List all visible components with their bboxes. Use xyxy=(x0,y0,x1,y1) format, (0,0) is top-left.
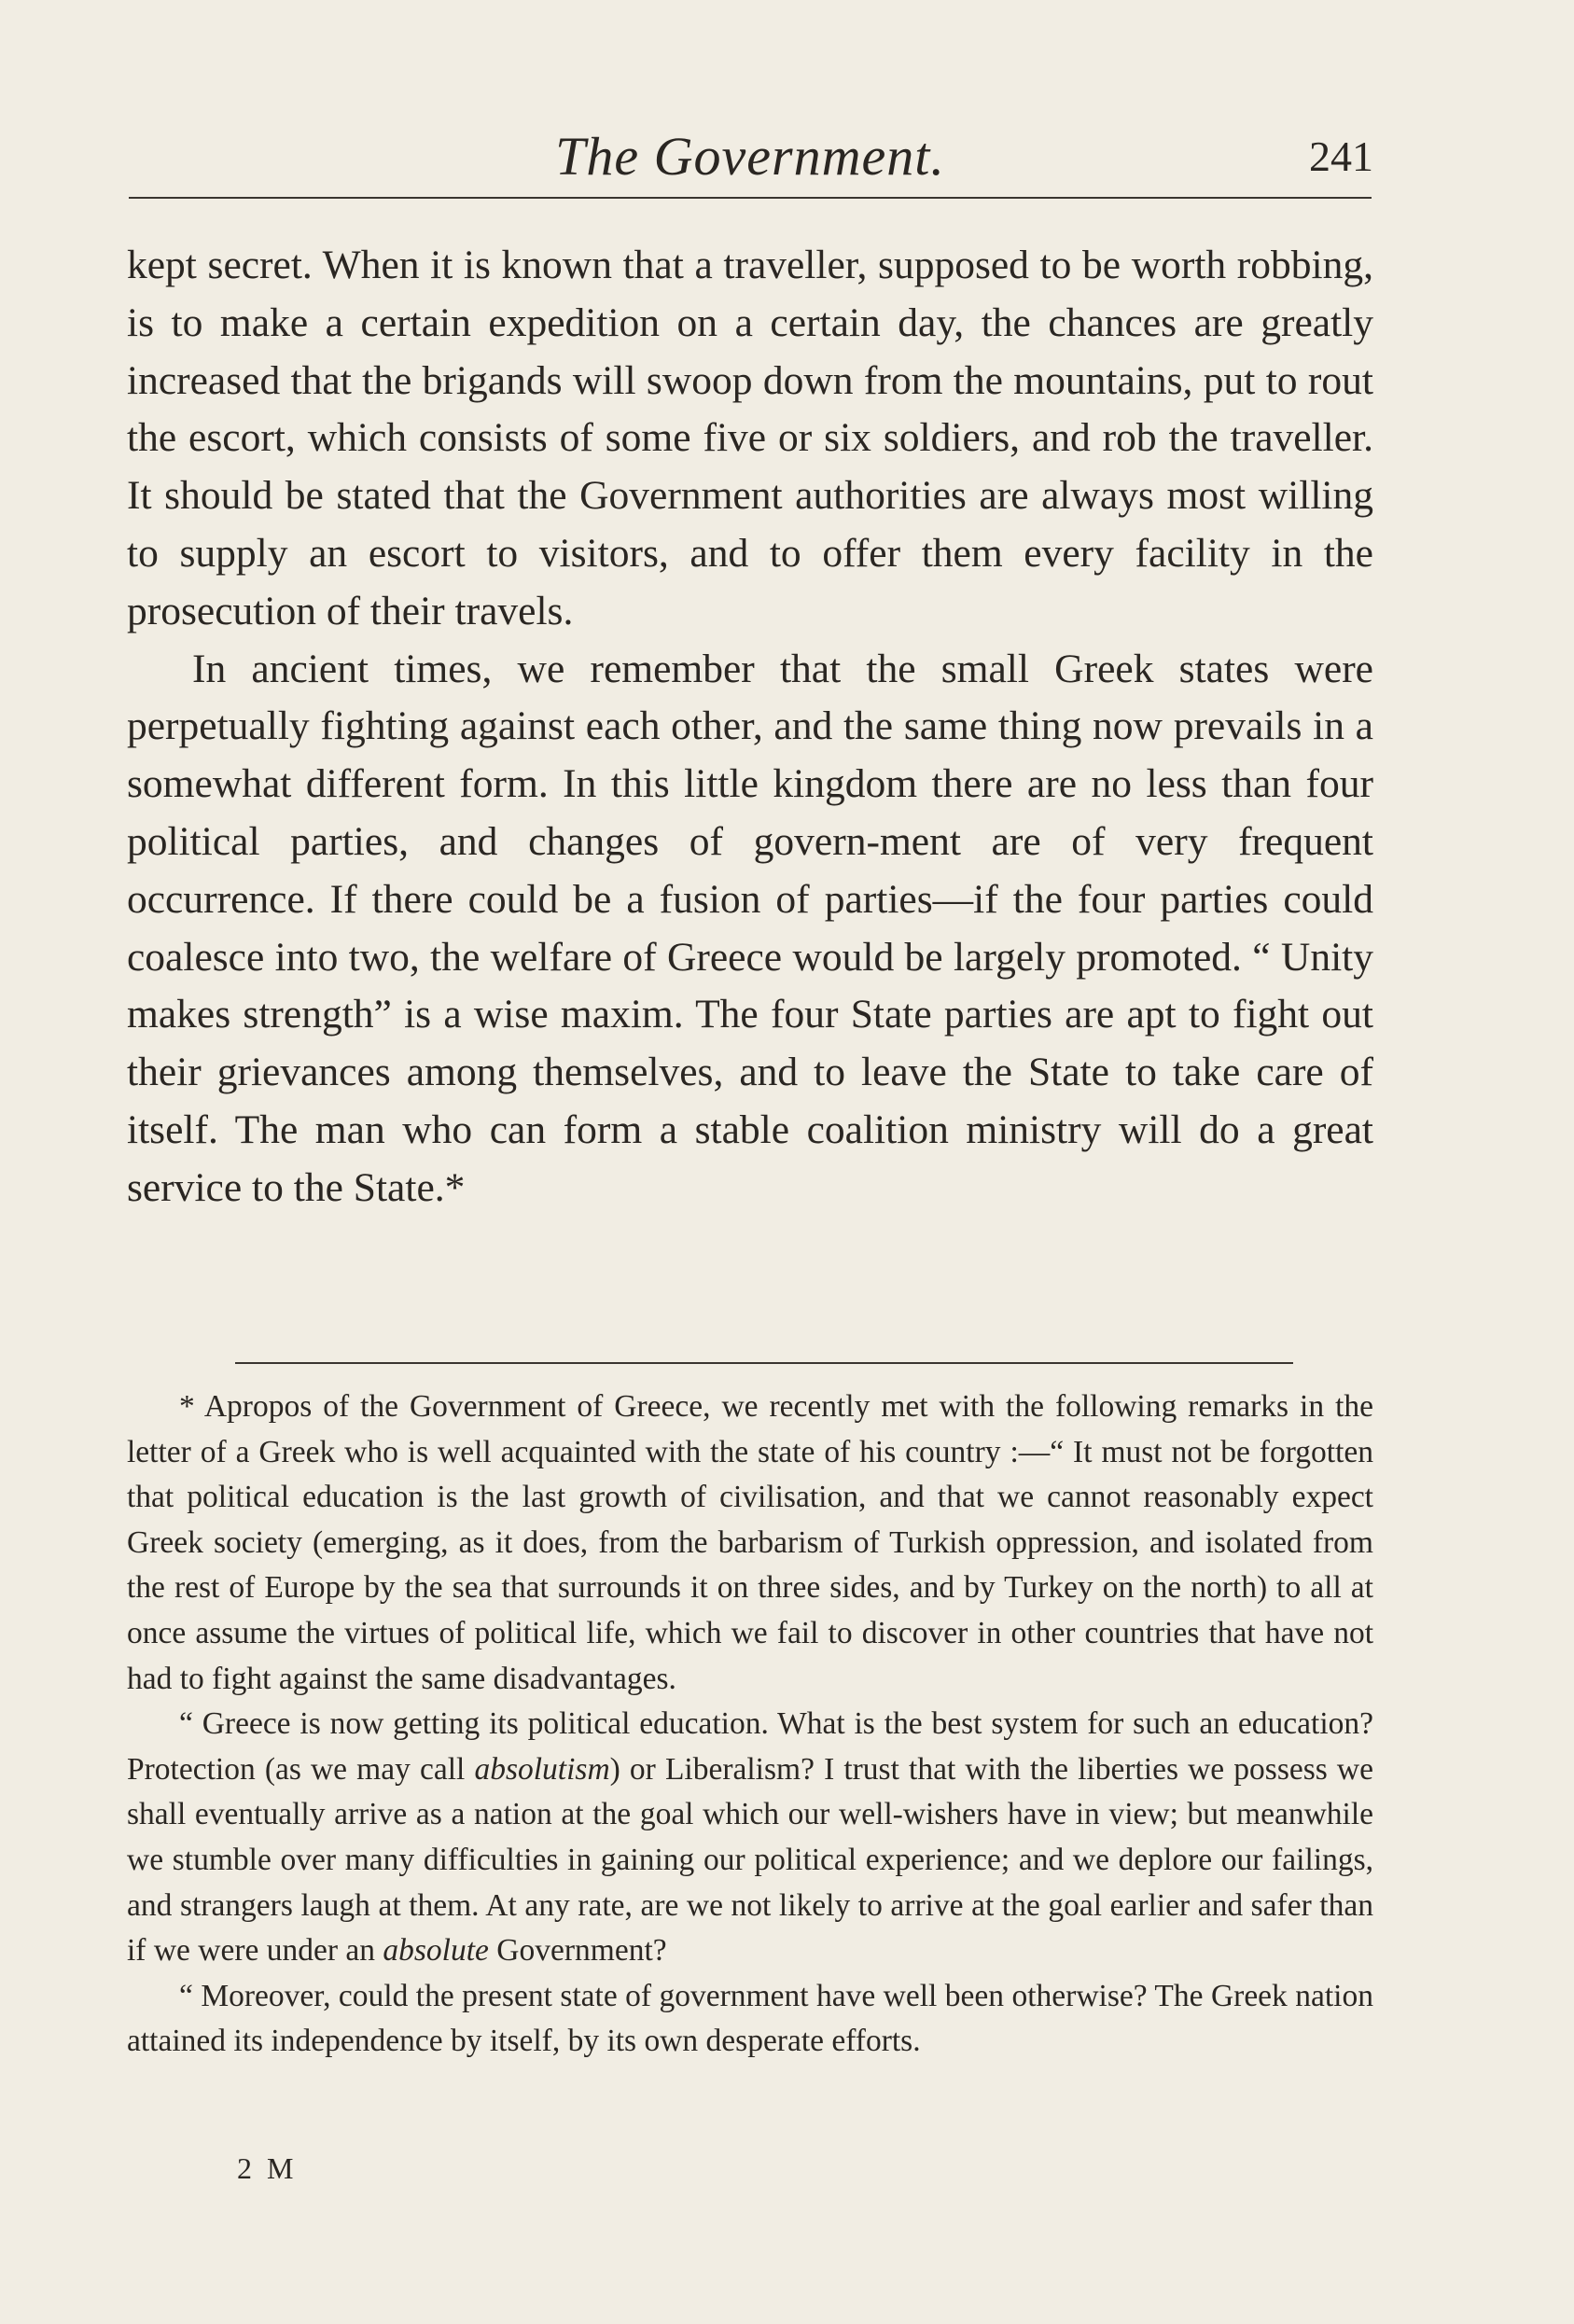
body-paragraph-2: In ancient times, we remember that the small Greek states were perpetually fighting against each other, and the same thing now prevails in a somewhat different form. In this little kingdom there are no less than four political parties, and changes of govern-ment are of very frequent occurrence. If there could be a fusion of parties—if the four parties could coalesce into two, the welfare of Greece would be largely promoted. “ Unity makes strength” is a wise maxim. The four State parties are apt to fight out their grievances among themselves, and to leave the State to take care of itself. The man who can form a stable coalition ministry will do a great service to the State.* xyxy=(127,646,1373,1210)
running-head xyxy=(127,119,1373,194)
body-text xyxy=(127,237,1373,1218)
footnote-text: Government? xyxy=(488,1933,667,1969)
footnote-text: ) or Liberalism? I trust that with the liberties we possess we shall eventually arrive as a nation at the goal which our well-wishers have in view; but meanwhile we stumble over many difficulties in gaining our political experience; and we deplore our failings, and strangers laugh at them. At any rate, are we not likely to arrive at the goal earlier and safer than if we were under an xyxy=(127,1751,1373,1969)
footnote-paragraph-2 xyxy=(127,1702,1373,1974)
footnote-rule xyxy=(235,1362,1293,1364)
footnote-paragraph-3: “ Moreover, could the present state of government have well been otherwise? The Greek nation attained its independence by itself, by its own desperate efforts. xyxy=(127,1978,1373,2059)
footnote-emphasis: absolutism xyxy=(474,1751,610,1787)
running-title: The Government. xyxy=(555,126,945,187)
signature-mark: 2 M xyxy=(237,2151,298,2185)
footnote-emphasis: absolute xyxy=(383,1933,489,1969)
footnote xyxy=(127,1385,1373,2065)
footnote-text: “ Greece is now getting its political education. What is the best system for such an education? Protection (as we may call xyxy=(127,1706,1373,1787)
page-number: 241 xyxy=(1309,132,1373,180)
body-paragraph-1: kept secret. When it is known that a traveller, supposed to be worth robbing, is to make a certain expedition on a certain day, the chances are greatly increased that the brigands will swoop down from the mountains, put to rout the escort, which consists of some five or six soldiers, and rob the traveller. It should be stated that the Government authorities are always most willing to supply an escort to visitors, and to offer them every facility in the prosecution of their travels. xyxy=(127,243,1373,633)
footnote-paragraph-1: * Apropos of the Government of Greece, we recently met with the following remarks in the letter of a Greek who is well acquainted with the state of his country :—“ It must not be forgotten that political education is the last growth of civilisation, and that we cannot reasonably expect Greek society (emerging, as it does, from the barbarism of Turkish oppression, and isolated from the rest of Europe by the sea that surrounds it on three sides, and by Turkey on the north) to all at once assume the virtues of political life, which we fail to discover in other countries that have not had to fight against the same disadvantages. xyxy=(127,1389,1373,1696)
header-rule xyxy=(129,197,1372,199)
